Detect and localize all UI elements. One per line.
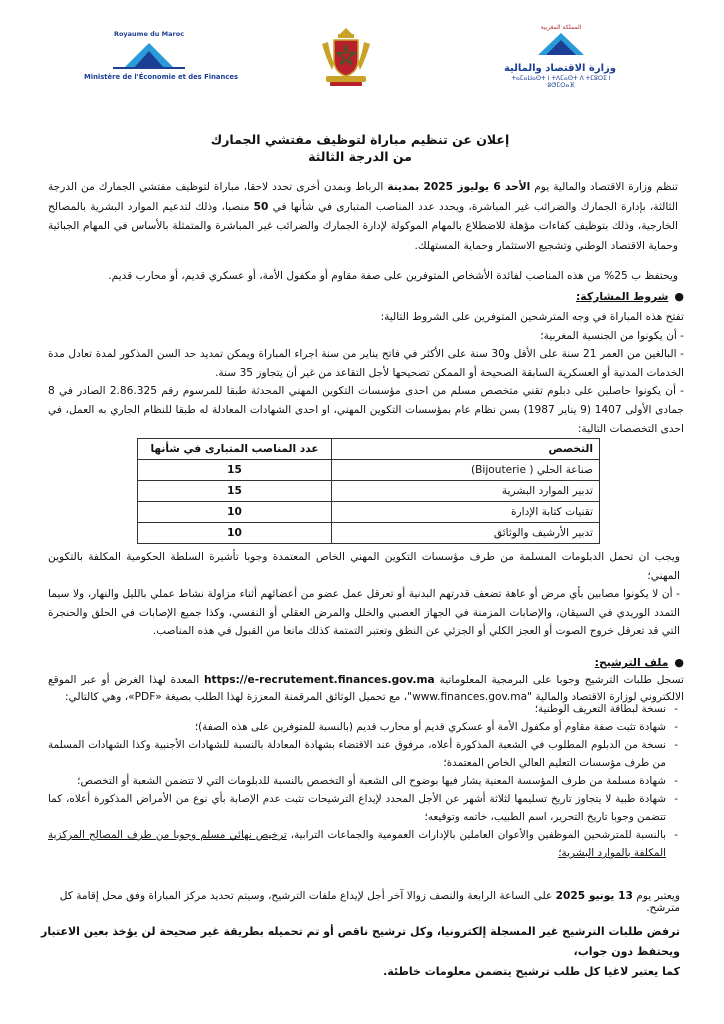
application-lead-text-2: المعدة لهذا الغرض أو عبر الموقع الالكتروني لوزارة الاقتصاد والمالية "www.finances.gov.ma"، مع تحميل الوثائق المرقمنة المعززة لهذا الطلب بصيغة «PDF»، وهي كالتالي: [48,674,684,703]
warning-line-1: ترفض طلبات الترشيح غير المسجلة إلكترونيا، وكل ترشيح ناقص أو تم تحميله بطريقة غير صحيحة لن يؤخذ بعين الاعتبار ويحتفظ دون جواب، [41,925,680,958]
ministry-logo-fr [84,28,239,92]
table-cell-positions: 10 [138,502,332,523]
diploma-visa-note: ويجب ان تحمل الدبلومات المسلمة من طرف مؤسسات التكوين المهني الخاص المعتمدة وجوبا تأشيرة السلطة الحكومية المكلفة بالتكوين المهني؛ [48,551,680,582]
letterhead [0,24,724,102]
participation-conditions [48,308,684,438]
table-cell-positions: 10 [138,523,332,544]
table-row [138,460,600,481]
intro-text-2: الرباط وبمدن أخرى تحدد لاحقا، مباراة لتوظيف مفتشي الجمارك من الدرجة الثالثة، بإدارة الجمارك والضرائب غير المباشرة، ويحدد عدد المناصب المتبارى في شأنها في [48,181,679,213]
table-cell-specialty: تدبير الأرشيف والوثائق [332,523,600,544]
announcement-title [150,131,570,165]
list-item-underlined-text: ترخيص نهائي مسلم وجوبا من طرف المصالح المركزية المكلفة بالموارد البشرية؛ [48,829,666,859]
title-line-2: من الدرجة الثالثة [308,149,412,164]
deadline-text-1: ويعتبر يوم [632,890,680,902]
deadline-date: 13 يونيو 2025 [555,890,633,902]
list-item: - نسخة من الدبلوم المطلوب في الشعبة المذكورة أعلاه، مرفوق عند الاقتضاء بشهادة المعادلة بالنسبة للشهادات الأجنبية وكذا الشهادات المسلمة من طرف مؤسسات التعليم العالي الخاص المعتمدة؛ [48,736,678,772]
participation-heading [576,290,684,303]
additional-conditions [48,548,680,641]
bullet-icon: ● [674,656,684,669]
table-header-row [138,439,600,460]
exam-date: الأحد 6 يوليوز 2025 بمدينة [387,181,531,193]
intro-paragraph [48,178,678,256]
list-item: - نسخة لبطاقة التعريف الوطنية؛ [48,700,678,718]
deadline-paragraph [48,890,680,914]
table-row [138,523,600,544]
column-header-positions: عدد المناصب المتبارى في شأنها [138,439,332,460]
intro-text-1: تنظم وزارة الاقتصاد والمالية يوم [530,181,678,193]
deadline-text-2: على الساعة الرابعة والنصف زوالا آخر أجل لإيداع ملفات الترشيح، وسيتم تحديد مركز المباراة وفق محل إقامة كل مترشح. [59,890,680,914]
application-file-heading [595,656,684,669]
rejection-warning [40,922,680,982]
participation-lead: تفتح هذه المباراة في وجه المترشحين المتوفرين على الشروط التالية: [380,311,684,323]
required-documents-list [48,700,678,862]
list-item: - شهادة طبية لا يتجاوز تاريخ تسليمها لثلاثة أشهر عن الأجل المحدد لإيداع الترشيحات تثبت عدم الإصابة بأي نوع من الأمراض المذكورة أعلاه، كما تتضمن وجوبا تاريخ التحرير، اسم الطبيب، خاتمه وتوقيعه؛ [48,790,678,826]
table-cell-positions: 15 [138,481,332,502]
table-cell-specialty: صناعة الحلي ( Bijouterie) [332,460,600,481]
list-item [48,826,678,862]
condition-age: - البالغين من العمر 21 سنة على الأقل و30 سنة على الأكثر في فاتح يناير من سنة اجراء المباراة ويمكن تمديد حد السن المذكور لمدة تعادل مدة الخدمات المدنية أو العسكرية السابقة الصحيحة أو الممكن تصحيحها لأجل التقاعد من غير أن يتجاوز 35 سنة. [48,348,684,379]
ministry-name-fr: Ministère de l'Économie et des Finances [84,73,239,81]
table-cell-specialty: تقنيات كتابة الإدارة [332,502,600,523]
list-item: - شهادة مسلمة من طرف المؤسسة المعنية يشار فيها بوضوح الى الشعبة أو التخصص بالنسبة للدبلومات التي لا تتضمن الشعبة أو التخصص؛ [48,772,678,790]
quota-paragraph: ويحتفظ ب 25% من هذه المناصب لفائدة الأشخاص المتوفرين على صفة مقاوم أو مكفول الأمة، أو عسكري قديم، أو محارب قديم. [108,270,678,282]
condition-diploma: - أن يكونوا حاصلين على دبلوم تقني متخصص مسلم من احدى مؤسسات التكوين المهني المحدثة طبقا للمرسوم رقم 2.86.325 الصادر في 8 جمادى الأولى 1407 (9 يناير 1987) بسن نظام عام بمؤسسات التكوين المهني، او احدى الشهادات المعادلة له طبقا للنظام الجاري به العمل، في احدى التخصصات التالية: [48,385,684,435]
list-item-text: بالنسبة للمترشحين الموظفين والأعوان العاملين بالإدارات العمومية والجماعات الترابية، [286,829,666,841]
ministry-name-tifinagh: ⵜⴰⵎⴰⵡⴰⵙⵜ ⵏ ⵜⴷⵎⴰⵙⵜ ⴷ ⵜⵎⵓⵔⵉ ⵏ ⵓⵚⵎⵔⴰⴼ [511,75,611,89]
table-row [138,502,600,523]
table-cell-positions: 15 [138,460,332,481]
condition-health: - أن لا يكونوا مصابين بأي مرض أو عاهة تضعف قدرتهم البدنية أو تعرقل عمل عضو من أعضائهم أثناء مزاولة نشاط عملي بالليل والنهار، ولا سيما التمدد الوريدي في السيقان، والإصابات المزمنة في الجهاز العصبي والخلل والمرض العقلي أو النفسي، وكذا جميع الإصابات في الحلق والحنجرة التي قد تعرقل خروج الصوت أو العجز الكلي أو الجزئي عن النطق وتعتبر التمتمة كذلك مانعا من القبول في هذه المناصب. [48,588,680,638]
column-header-specialty: التخصص [332,439,600,460]
bullet-icon: ● [674,290,684,303]
specialties-table [137,438,600,544]
table-row [138,481,600,502]
kingdom-label-fr: Royaume du Maroc [113,30,185,38]
positions-count: 50 [253,200,269,213]
title-line-1: إعلان عن تنظيم مباراة لتوظيف مفتشي الجمارك [210,132,510,147]
application-file-heading-text: ملف الترشيح: [594,656,669,669]
participation-heading-text: شروط المشاركة: [575,290,669,303]
list-item: - شهادة تثبت صفة مقاوم أو مكفول الأمة أو عسكري قديم أو محارب قديم (بالنسبة للمتوفرين على هذه الصفة)؛ [48,718,678,736]
application-lead-text-1: تسجل طلبات الترشيح وجوبا على البرمجية المعلوماتية [434,674,684,686]
ministry-name-ar: وزارة الاقتصاد والمالية [503,63,616,74]
warning-line-2: كما يعتبر لاغيا كل طلب ترشيح يتضمن معلومات خاطئة. [383,965,680,978]
royal-coat-of-arms-icon [318,26,374,88]
ministry-logo-ar [503,24,616,94]
intro-text-3: منصبا، وذلك لتدعيم الموارد البشرية بالمصالح الخارجية، وذلك بتوظيف كفاءات مؤهلة للاضطلاع بالمهام الموكولة لإدارة الجمارك والضرائب غير المباشرة والمتمثلة بالأساس في المهام الجبائية وحماية الاقتصاد الوطني وتشجيع الاستثمار وحماية المستهلك. [48,200,678,252]
ministry-mark-ar-icon [526,31,596,57]
kingdom-label-ar: المملكة المغربية [540,24,582,31]
condition-nationality: - أن يكونوا من الجنسية المغربية؛ [540,329,684,342]
ministry-mark-icon [109,41,189,71]
table-cell-specialty: تدبير الموارد البشرية [332,481,600,502]
recruitment-portal-link[interactable]: https://e-recrutement.finances.gov.ma [204,674,435,686]
